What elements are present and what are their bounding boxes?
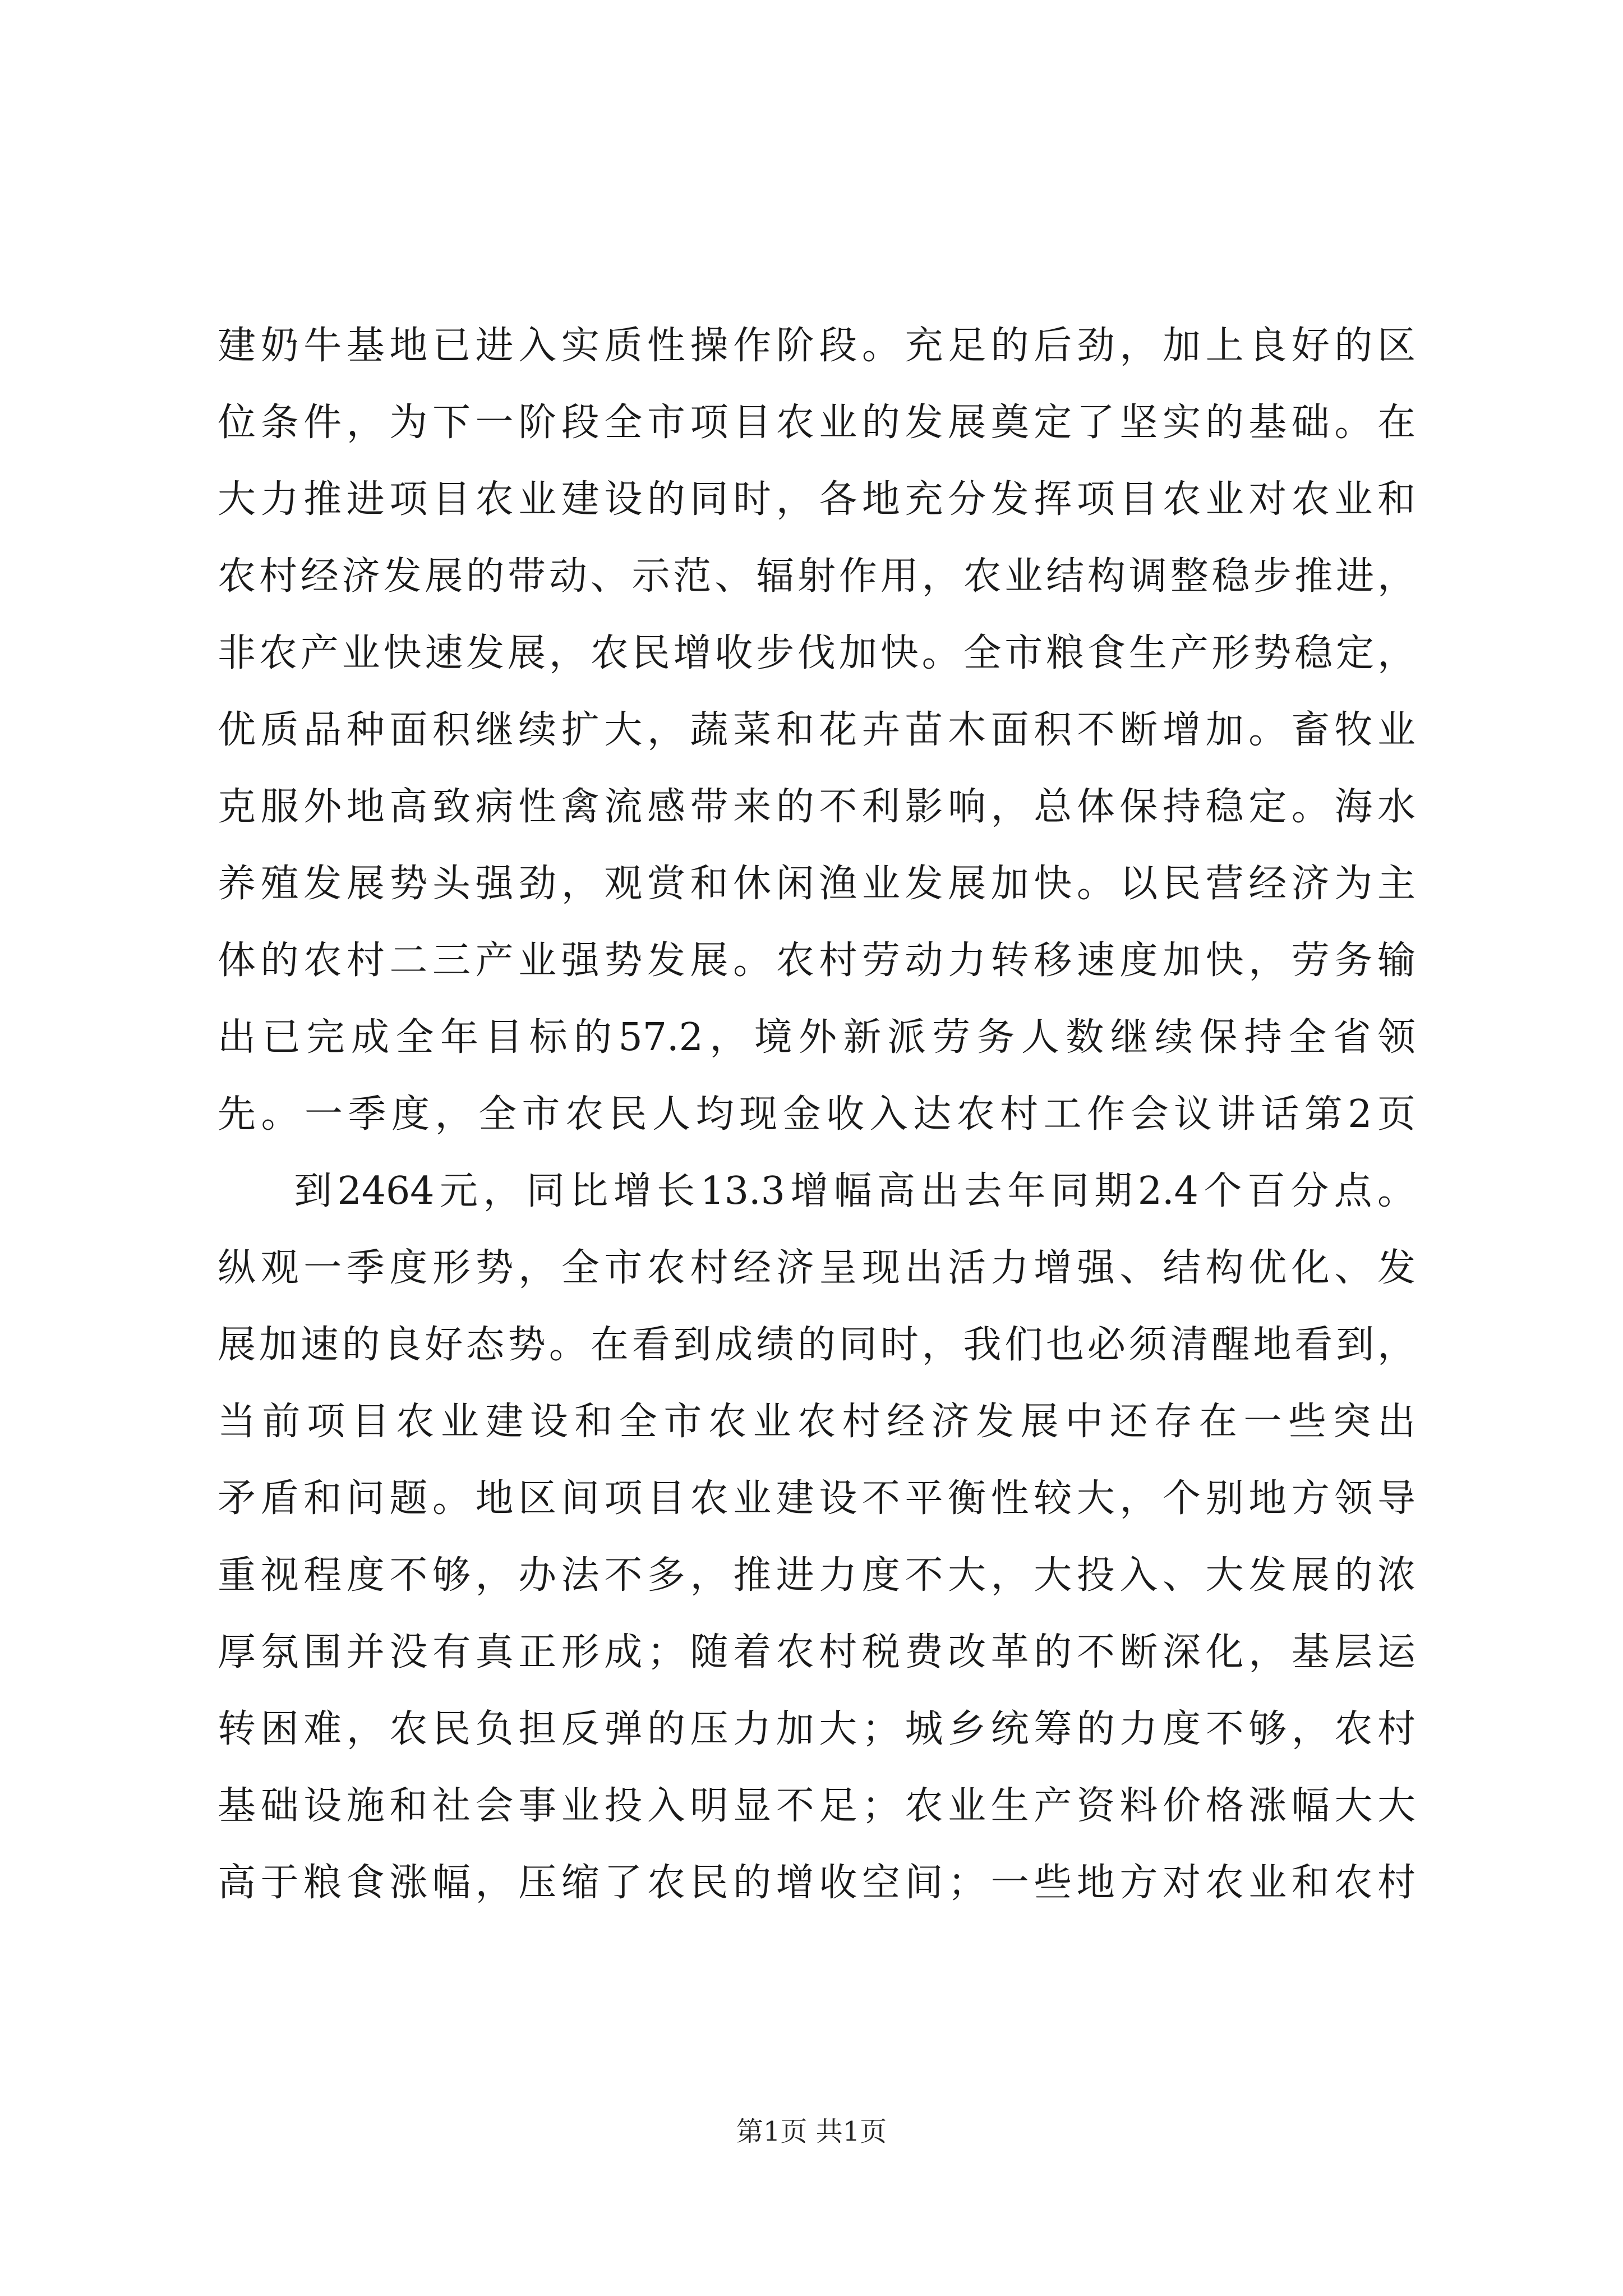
text-line-12: 到2464元，同比增长13.3增幅高出去年同期2.4个百分点。 — [294, 1169, 1415, 1213]
text-line-2: 位条件，为下一阶段全市项目农业的发展奠定了坚实的基础。在 — [218, 401, 1415, 445]
text-line-1: 建奶牛基地已进入实质性操作阶段。充足的后劲，加上良好的区 — [218, 324, 1415, 368]
text-line-19: 转困难，农民负担反弹的压力加大；城乡统筹的力度不够，农村 — [218, 1707, 1415, 1751]
text-line-3: 大力推进项目农业建设的同时，各地充分发挥项目农业对农业和 — [218, 477, 1415, 522]
text-line-15: 当前项目农业建设和全市农业农村经济发展中还存在一些突出 — [218, 1400, 1415, 1444]
text-line-5: 非农产业快速发展，农民增收步伐加快。全市粮食生产形势稳定， — [218, 631, 1415, 675]
text-line-14: 展加速的良好态势。在看到成绩的同时，我们也必须清醒地看到， — [218, 1323, 1415, 1367]
text-line-4: 农村经济发展的带动、示范、辐射作用，农业结构调整稳步推进， — [218, 554, 1415, 599]
text-line-16: 矛盾和问题。地区间项目农业建设不平衡性较大，个别地方领导 — [218, 1476, 1415, 1521]
text-line-17: 重视程度不够，办法不多，推进力度不大，大投入、大发展的浓 — [218, 1553, 1415, 1598]
text-line-10: 出已完成全年目标的57.2，境外新派劳务人数继续保持全省领 — [218, 1015, 1415, 1060]
text-line-21: 高于粮食涨幅，压缩了农民的增收空间；一些地方对农业和农村 — [218, 1861, 1415, 1905]
text-line-9: 体的农村二三产业强势发展。农村劳动力转移速度加快，劳务输 — [218, 938, 1415, 983]
text-line-13: 纵观一季度形势，全市农村经济呈现出活力增强、结构优化、发 — [218, 1246, 1415, 1290]
text-line-11: 先。一季度，全市农民人均现金收入达农村工作会议讲话第2页 — [218, 1092, 1415, 1137]
text-line-6: 优质品种面积继续扩大，蔬菜和花卉苗木面积不断增加。畜牧业 — [218, 708, 1415, 752]
page-footer: 第1页 共1页 — [736, 2116, 887, 2147]
text-line-8: 养殖发展势头强劲，观赏和休闲渔业发展加快。以民营经济为主 — [218, 862, 1415, 906]
body-text — [218, 307, 1415, 1921]
text-line-18: 厚氛围并没有真正形成；随着农村税费改革的不断深化，基层运 — [218, 1630, 1415, 1674]
text-line-7: 克服外地高致病性禽流感带来的不利影响，总体保持稳定。海水 — [218, 785, 1415, 829]
text-line-20: 基础设施和社会事业投入明显不足；农业生产资料价格涨幅大大 — [218, 1784, 1415, 1828]
